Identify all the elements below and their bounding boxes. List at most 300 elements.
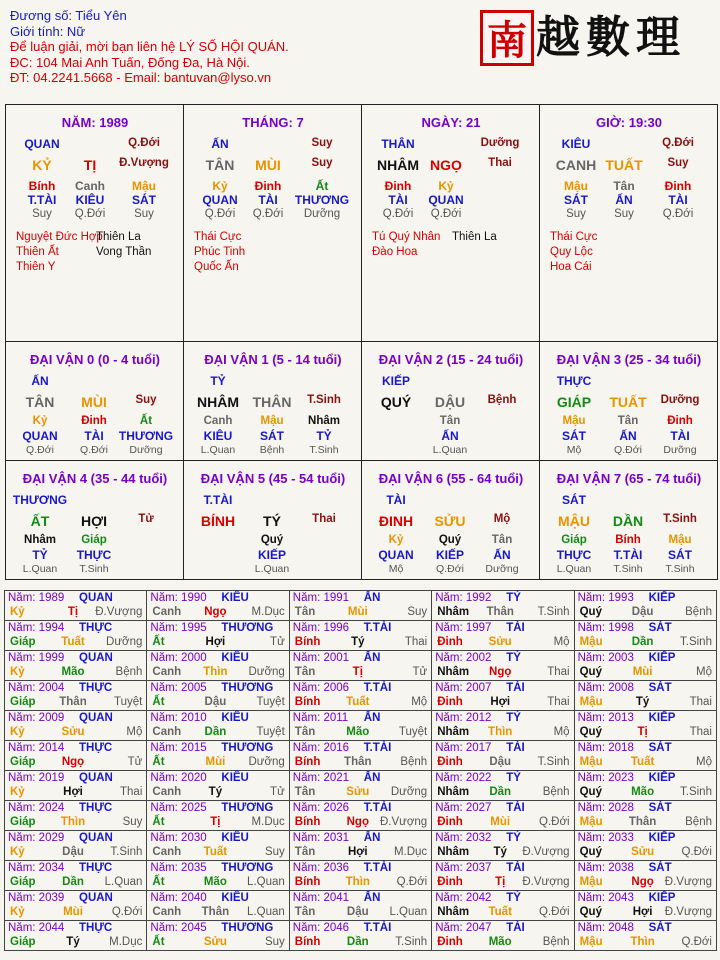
- dai-van-truongsinh: Suy: [135, 394, 157, 406]
- year-label: Năm: 2003: [577, 652, 634, 664]
- hidden-than: T.TÀI: [613, 548, 643, 562]
- dai-van-title: ĐẠI VẬN 7 (65 - 74 tuổi): [556, 471, 702, 486]
- year-can: Đinh: [437, 876, 463, 888]
- year-can: Tân: [294, 846, 316, 858]
- dai-van-truongsinh: T.Sinh: [663, 513, 697, 525]
- year-cell: [289, 650, 432, 681]
- year-label: Năm: 2012: [435, 712, 492, 724]
- year-label: Năm: 2005: [150, 682, 207, 694]
- year-cell: [574, 710, 717, 741]
- dai-van-can: ẤT: [30, 513, 50, 529]
- year-chi: Thân: [486, 606, 514, 618]
- dai-van-cell: [361, 341, 540, 461]
- year-truongsinh: Đ.Vượng: [664, 906, 712, 918]
- year-thansat: THỰC: [79, 802, 113, 814]
- year-truongsinh: Mộ: [696, 756, 712, 768]
- year-cell: [146, 620, 289, 651]
- year-chi: Thân: [201, 906, 230, 918]
- hidden-than: THỰC: [556, 548, 592, 562]
- dai-van-cell: [539, 460, 718, 580]
- year-truongsinh: Suy: [264, 936, 285, 948]
- logo-text: 越數理: [536, 12, 686, 63]
- hidden-truongsinh: Mộ: [388, 563, 404, 575]
- hidden-than: KIẾP: [257, 548, 287, 562]
- dai-van-chi: THÂN: [252, 394, 292, 410]
- hidden-than: QUAN: [202, 193, 238, 207]
- hidden-than: KIÊU: [75, 193, 105, 207]
- year-thansat: THƯƠNG: [221, 802, 274, 814]
- year-thansat: TỶ: [506, 652, 521, 664]
- year-truongsinh: Tuyệt: [114, 696, 143, 708]
- pillar-chi: NGỌ: [430, 157, 462, 173]
- year-label: Năm: 2042: [435, 892, 492, 904]
- year-thansat: ẤN: [363, 652, 381, 664]
- hidden-truongsinh: Bệnh: [259, 444, 285, 456]
- dai-van-title: ĐẠI VẬN 6 (55 - 64 tuổi): [378, 471, 524, 486]
- hidden-can: Canh: [75, 179, 105, 193]
- year-cell: [4, 800, 147, 831]
- year-label: Năm: 2034: [8, 862, 65, 874]
- dai-van-chi: TÝ: [263, 513, 281, 529]
- star-item: Nguyệt Đức Hợp: [16, 231, 103, 243]
- year-chi: Ngọ: [346, 816, 369, 828]
- year-label: Năm: 2018: [577, 742, 634, 754]
- year-chi: Dần: [62, 876, 84, 888]
- hidden-can: Kỷ: [32, 415, 48, 427]
- hidden-truongsinh: Dưỡng: [129, 444, 163, 456]
- hidden-truongsinh: Suy: [566, 208, 586, 220]
- year-thansat: ẤN: [363, 892, 381, 904]
- year-label: Năm: 2036: [292, 862, 350, 874]
- year-thansat: THỰC: [79, 922, 113, 934]
- year-thansat: KIÊU: [221, 832, 249, 844]
- year-chi: Hợi: [490, 696, 511, 708]
- year-chi: Tuất: [203, 846, 228, 858]
- hidden-truongsinh: L.Quan: [432, 444, 468, 456]
- year-thansat: THỰC: [79, 682, 113, 694]
- year-can: Đinh: [437, 936, 463, 948]
- year-label: Năm: 2043: [577, 892, 634, 904]
- hidden-can: Mậu: [132, 179, 156, 193]
- year-truongsinh: Mộ: [411, 696, 428, 708]
- hidden-truongsinh: Q.Đới: [74, 208, 106, 220]
- year-can: Bính: [294, 816, 321, 828]
- year-can: Đinh: [437, 816, 463, 828]
- hidden-than: TỶ: [316, 429, 332, 443]
- year-chi: Ngọ: [489, 666, 512, 678]
- hidden-than: KIÊU: [203, 429, 233, 443]
- year-label: Năm: 2025: [150, 802, 207, 814]
- year-can: Nhâm: [437, 666, 470, 678]
- year-thansat: TỶ: [506, 592, 521, 604]
- year-truongsinh: Dưỡng: [390, 786, 428, 798]
- year-label: Năm: 2035: [150, 862, 207, 874]
- hidden-can: Mậu: [562, 415, 586, 427]
- year-cell: [574, 800, 717, 831]
- year-thansat: TỶ: [506, 772, 521, 784]
- star-item: Đào Hoa: [372, 246, 418, 258]
- year-label: Năm: 2020: [150, 772, 207, 784]
- year-label: Năm: 2019: [8, 772, 65, 784]
- hidden-truongsinh: T.Sinh: [665, 563, 695, 575]
- dai-van-cell: [539, 341, 718, 461]
- hidden-truongsinh: T.Sinh: [309, 444, 339, 456]
- dai-van-can: GIÁP: [556, 394, 592, 410]
- pillar-title: GIỜ: 19:30: [595, 115, 663, 130]
- year-truongsinh: Đ.Vượng: [522, 876, 570, 888]
- star-item: Thiên La: [452, 231, 497, 243]
- year-cell: [574, 770, 717, 801]
- year-chi: Mùi: [347, 606, 368, 618]
- hidden-than: ẤN: [441, 429, 459, 443]
- hidden-truongsinh: Q.Đới: [614, 444, 642, 456]
- year-chi: Ngọ: [631, 876, 654, 888]
- year-truongsinh: Q.Đới: [111, 906, 143, 918]
- hidden-truongsinh: Suy: [614, 208, 634, 220]
- hidden-than: QUAN: [22, 429, 58, 443]
- hidden-truongsinh: T.Sinh: [79, 563, 109, 575]
- dai-van-title: ĐẠI VẬN 5 (45 - 54 tuổi): [200, 471, 346, 486]
- year-thansat: TÀI: [506, 802, 525, 814]
- year-chi: Mão: [488, 936, 512, 948]
- hidden-truongsinh: Mộ: [566, 444, 582, 456]
- dai-van-title: ĐẠI VẬN 4 (35 - 44 tuổi): [22, 471, 168, 486]
- year-thansat: ẤN: [363, 712, 381, 724]
- year-cell: [146, 650, 289, 681]
- year-truongsinh: Dưỡng: [248, 756, 285, 768]
- hidden-truongsinh: Dưỡng: [663, 444, 697, 456]
- year-can: Quý: [579, 906, 602, 918]
- hidden-can: Tân: [439, 415, 461, 427]
- dai-van-chi: TUẤT: [609, 394, 647, 410]
- year-truongsinh: T.Sinh: [110, 846, 143, 858]
- address: ĐC: 104 Mai Anh Tuấn, Đống Đa, Hà Nội.: [10, 54, 250, 70]
- year-can: Mậu: [579, 636, 603, 648]
- year-cell: [146, 890, 289, 921]
- hidden-truongsinh: L.Quan: [200, 444, 236, 456]
- year-can: Quý: [579, 726, 602, 738]
- year-chi: Dần: [346, 936, 369, 948]
- year-chi: Tị: [67, 606, 79, 618]
- star-item: Thiên La: [96, 231, 141, 243]
- hidden-than: KIẾP: [435, 548, 465, 562]
- hidden-truongsinh: Q.Đới: [382, 208, 414, 220]
- year-truongsinh: L.Quan: [389, 906, 428, 918]
- pillar-can: CANH: [555, 157, 597, 173]
- year-truongsinh: Bệnh: [542, 786, 570, 798]
- year-label: Năm: 2021: [292, 772, 350, 784]
- hidden-than: QUAN: [428, 193, 464, 207]
- year-can: Giáp: [10, 816, 36, 828]
- year-cell: [431, 860, 574, 891]
- year-thansat: SÁT: [648, 802, 672, 814]
- year-chi: Thìn: [203, 666, 228, 678]
- year-cell: [4, 740, 147, 771]
- hidden-than: TÀI: [84, 429, 104, 443]
- year-truongsinh: Đ.Vượng: [379, 816, 428, 828]
- year-thansat: ẤN: [363, 772, 381, 784]
- hidden-can: Bính: [28, 179, 56, 193]
- hidden-than: ẤN: [493, 548, 511, 562]
- year-label: Năm: 2011: [292, 712, 349, 724]
- year-chi: Sửu: [346, 786, 370, 798]
- year-thansat: TÀI: [506, 742, 525, 754]
- hidden-can: Đinh: [384, 179, 412, 193]
- year-cell: [289, 920, 432, 951]
- hidden-truongsinh: L.Quan: [22, 563, 58, 575]
- pillar-thansat: THÂN: [381, 137, 415, 151]
- logo-seal: [480, 8, 710, 72]
- dai-van-title: ĐẠI VẬN 2 (15 - 24 tuổi): [378, 352, 524, 367]
- dai-van-truongsinh: Dưỡng: [660, 394, 700, 406]
- year-label: Năm: 2006: [292, 682, 350, 694]
- hidden-than: TÀI: [670, 429, 690, 443]
- pillar-cell: [183, 104, 362, 342]
- year-chi: Dậu: [204, 696, 227, 708]
- year-chi: Dậu: [62, 846, 84, 858]
- year-truongsinh: Tuyệt: [256, 696, 285, 708]
- year-chi: Tý: [635, 696, 650, 708]
- year-thansat: KIẾP: [648, 652, 676, 664]
- hidden-truongsinh: L.Quan: [254, 563, 290, 575]
- year-cell: [146, 920, 289, 951]
- star-item: Thiên Ất: [16, 246, 59, 258]
- year-truongsinh: Bệnh: [400, 756, 428, 768]
- year-can: Ất: [152, 816, 165, 828]
- owner-name: Đương số: Tiểu Yên: [10, 8, 127, 23]
- year-can: Bính: [294, 936, 321, 948]
- year-thansat: QUAN: [79, 652, 113, 664]
- year-chi: Mùi: [632, 666, 653, 678]
- year-cell: [431, 620, 574, 651]
- year-cell: [146, 680, 289, 711]
- hidden-can: Tân: [613, 179, 635, 193]
- year-cell: [4, 890, 147, 921]
- year-chi: Mùi: [490, 816, 511, 828]
- year-cell: [431, 830, 574, 861]
- hidden-than: SÁT: [260, 429, 284, 443]
- year-truongsinh: T.Sinh: [680, 636, 712, 648]
- year-thansat: KIÊU: [221, 652, 249, 664]
- dai-van-truongsinh: Mộ: [493, 513, 511, 525]
- star-item: Tú Quý Nhân: [372, 231, 441, 243]
- year-thansat: KIẾP: [648, 772, 676, 784]
- dai-van-can: BÍNH: [200, 513, 236, 529]
- dai-van-than: KIẾP: [381, 374, 411, 388]
- year-truongsinh: Bệnh: [115, 666, 143, 678]
- year-cell: [4, 650, 147, 681]
- year-thansat: KIẾP: [648, 892, 676, 904]
- hidden-can: Kỷ: [212, 179, 228, 193]
- year-label: Năm: 2024: [8, 802, 65, 814]
- pillar-truongsinh: Suy: [311, 157, 333, 169]
- year-thansat: QUAN: [79, 832, 113, 844]
- year-truongsinh: Thai: [547, 666, 570, 678]
- year-can: Ất: [152, 876, 165, 888]
- hidden-than: THƯƠNG: [294, 193, 350, 207]
- year-label: Năm: 2047: [435, 922, 492, 934]
- year-cell: [4, 590, 147, 621]
- year-chi: Tý: [351, 636, 365, 648]
- star-item: Quốc Ấn: [194, 261, 239, 273]
- star-item: Thiên Y: [16, 261, 56, 273]
- year-thansat: T.TÀI: [363, 622, 392, 634]
- hidden-than: SÁT: [132, 193, 156, 207]
- year-truongsinh: Tuyệt: [398, 726, 428, 738]
- year-thansat: ẤN: [363, 832, 381, 844]
- year-truongsinh: T.Sinh: [395, 936, 428, 948]
- hidden-can: Kỷ: [388, 534, 404, 546]
- year-thansat: QUAN: [79, 892, 113, 904]
- year-truongsinh: Suy: [264, 846, 285, 858]
- year-thansat: THƯƠNG: [221, 682, 274, 694]
- year-cell: [4, 620, 147, 651]
- hidden-can: Bính: [615, 534, 641, 546]
- year-label: Năm: 2038: [577, 862, 634, 874]
- year-can: Nhâm: [437, 846, 470, 858]
- year-label: Năm: 2041: [292, 892, 350, 904]
- star-item: Thái Cực: [550, 231, 598, 243]
- year-label: Năm: 2028: [577, 802, 634, 814]
- year-truongsinh: Q.Đới: [681, 846, 712, 858]
- year-can: Kỷ: [10, 906, 25, 918]
- year-truongsinh: T.Sinh: [537, 756, 570, 768]
- year-label: Năm: 2017: [435, 742, 492, 754]
- dai-van-chi: DẦN: [612, 513, 644, 529]
- year-can: Giáp: [10, 936, 36, 948]
- year-can: Tân: [294, 606, 316, 618]
- seal-stamp-icon: 南: [480, 10, 534, 66]
- hidden-truongsinh: Q.Đới: [436, 563, 464, 575]
- year-chi: Ngọ: [204, 606, 227, 618]
- year-label: Năm: 2008: [577, 682, 634, 694]
- pillar-thansat-2: Suy: [311, 137, 333, 149]
- year-can: Nhâm: [437, 906, 470, 918]
- year-can: Bính: [294, 636, 321, 648]
- year-can: Mậu: [579, 696, 603, 708]
- year-thansat: THỰC: [79, 862, 113, 874]
- pillar-thansat: QUAN: [24, 137, 60, 151]
- dai-van-than: SÁT: [562, 493, 586, 507]
- year-label: Năm: 2040: [150, 892, 207, 904]
- year-chi: Tý: [66, 936, 80, 948]
- year-chi: Sửu: [488, 636, 512, 648]
- hidden-truongsinh: L.Quan: [556, 563, 592, 575]
- dai-van-title: ĐẠI VẬN 3 (25 - 34 tuổi): [556, 352, 702, 367]
- year-truongsinh: L.Quan: [104, 876, 143, 888]
- year-label: Năm: 2027: [435, 802, 492, 814]
- hidden-than: SÁT: [564, 193, 588, 207]
- year-chi: Tị: [495, 876, 506, 888]
- year-can: Giáp: [10, 756, 36, 768]
- year-cell: [574, 860, 717, 891]
- year-label: Năm: 2046: [292, 922, 350, 934]
- year-can: Mậu: [579, 876, 603, 888]
- year-thansat: TÀI: [506, 682, 525, 694]
- year-truongsinh: T.Sinh: [680, 786, 712, 798]
- year-label: Năm: 2004: [8, 682, 65, 694]
- year-can: Tân: [294, 666, 316, 678]
- year-thansat: TÀI: [506, 862, 525, 874]
- hidden-can: Nhâm: [308, 415, 340, 427]
- year-thansat: SÁT: [648, 682, 672, 694]
- year-chi: Thìn: [630, 936, 655, 948]
- year-label: Năm: 2023: [577, 772, 634, 784]
- year-thansat: KIÊU: [221, 592, 249, 604]
- year-cell: [4, 710, 147, 741]
- hidden-truongsinh: Q.Đới: [662, 208, 694, 220]
- year-can: Nhâm: [437, 786, 470, 798]
- pillar-can: TÂN: [205, 157, 235, 173]
- year-chi: Mão: [631, 786, 655, 798]
- year-cell: [289, 890, 432, 921]
- pillar-title: NĂM: 1989: [61, 115, 129, 130]
- year-can: Canh: [152, 846, 182, 858]
- dai-van-truongsinh: T.Sinh: [307, 394, 341, 406]
- year-truongsinh: Mộ: [553, 636, 570, 648]
- year-thansat: TỶ: [506, 892, 521, 904]
- year-chi: Thân: [344, 756, 372, 768]
- year-thansat: THƯƠNG: [221, 922, 274, 934]
- year-truongsinh: Đ.Vượng: [522, 846, 570, 858]
- pillar-can: NHÂM: [377, 157, 419, 173]
- year-can: Đinh: [437, 696, 463, 708]
- dai-van-cell: [183, 341, 362, 461]
- year-can: Canh: [152, 786, 182, 798]
- year-chi: Dậu: [631, 606, 654, 618]
- pillar-title: NGÀY: 21: [421, 115, 481, 130]
- year-can: Mậu: [579, 816, 603, 828]
- year-label: Năm: 2010: [150, 712, 207, 724]
- dai-van-than: ẤN: [31, 374, 49, 388]
- pillar-cell: [539, 104, 718, 342]
- dai-van-truongsinh: Thai: [312, 513, 336, 525]
- year-cell: [146, 770, 289, 801]
- hidden-can: Mậu: [564, 179, 588, 193]
- hidden-than: T.TÀI: [27, 193, 57, 207]
- year-can: Mậu: [579, 756, 603, 768]
- dai-van-cell: [361, 460, 540, 580]
- dai-van-chi: SỬU: [434, 513, 466, 529]
- year-truongsinh: Đ.Vượng: [95, 606, 143, 618]
- year-cell: [4, 920, 147, 951]
- hidden-can: Giáp: [81, 534, 107, 546]
- year-chi: Mão: [346, 726, 370, 738]
- year-label: Năm: 1993: [577, 592, 634, 604]
- year-thansat: KIẾP: [648, 712, 676, 724]
- year-thansat: T.TÀI: [363, 682, 392, 694]
- year-thansat: THỰC: [79, 742, 113, 754]
- year-label: Năm: 2048: [577, 922, 634, 934]
- year-chi: Dần: [489, 786, 512, 798]
- year-truongsinh: Suy: [122, 816, 143, 828]
- phone-email: ĐT: 04.2241.5668 - Email: bantuvan@lyso.vn: [10, 70, 272, 86]
- year-truongsinh: Dưỡng: [248, 666, 285, 678]
- pillar-can: KỶ: [32, 157, 52, 173]
- hidden-can: Mậu: [260, 415, 284, 427]
- year-chi: Dậu: [346, 906, 369, 918]
- year-can: Kỷ: [10, 786, 25, 798]
- hidden-can: Canh: [203, 415, 233, 427]
- year-chi: Dậu: [489, 756, 512, 768]
- year-thansat: QUAN: [79, 772, 113, 784]
- hidden-can: Ất: [315, 179, 329, 193]
- year-cell: [431, 770, 574, 801]
- year-can: Đinh: [437, 756, 463, 768]
- hidden-can: Đinh: [667, 415, 693, 427]
- year-label: Năm: 2022: [435, 772, 492, 784]
- year-truongsinh: T.Sinh: [537, 606, 570, 618]
